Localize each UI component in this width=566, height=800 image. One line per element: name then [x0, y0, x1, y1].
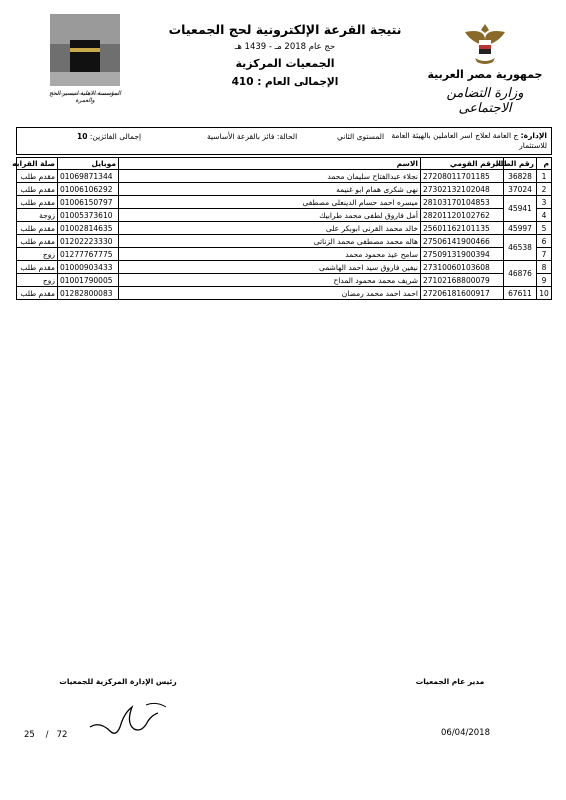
cell-request: 46876 [504, 261, 537, 287]
table-row [17, 222, 552, 235]
cell-request: 37024 [504, 183, 537, 196]
cell-national-id: 27509131900394 [421, 248, 504, 261]
cell-name: احمد احمد محمد رمضان [119, 287, 421, 300]
admin-value: ج العامة لعلاج اسر العاملين بالهيئة العامة للاستثمار [391, 131, 547, 150]
handwritten-signature [86, 697, 186, 737]
table-row [17, 209, 552, 222]
col-index: م [537, 158, 552, 170]
cell-request: 45997 [504, 222, 537, 235]
col-mobile: موبايل [58, 158, 119, 170]
cell-relation: مقدم طلب [17, 170, 58, 183]
cell-mobile: 01000903433 [58, 261, 119, 274]
table-header-row [17, 158, 552, 170]
table-row [17, 261, 552, 274]
page-title: نتيجة القرعة الإلكترونية لحج الجمعيات [168, 22, 402, 37]
table-body [17, 170, 552, 300]
cell-relation: مقدم طلب [17, 183, 58, 196]
cell-name: نيفين فاروق سيد احمد الهاشمى [119, 261, 421, 274]
cell-index: 6 [537, 235, 552, 248]
col-name: الاسم [119, 158, 421, 170]
cell-national-id: 27506141900466 [421, 235, 504, 248]
cell-index: 9 [537, 274, 552, 287]
cell-request: 46538 [504, 235, 537, 261]
report-date: 06/04/2018 [441, 728, 490, 738]
page-current: 25 [24, 730, 35, 740]
page-subtitle: الجمعيات المركزية [235, 57, 335, 70]
page-separator: / [45, 730, 49, 740]
cell-relation: زوج [17, 248, 58, 261]
cell-name: أمل فاروق لطفى محمد طرابيك [119, 209, 421, 222]
cell-mobile: 01282800083 [58, 287, 119, 300]
col-relation: صلة القرابه [17, 158, 58, 170]
admin-label: الإدارة: [520, 131, 547, 140]
central-admin-head-title: رئيس الإدارة المركزية للجمعيات [59, 677, 177, 686]
cell-name: شريف محمد محمود المداح [119, 274, 421, 287]
ministry-name: وزارة التضامن الاجتماعى [446, 86, 524, 116]
cell-name: هاله محمد مصطفى محمد الزناتى [119, 235, 421, 248]
cell-index: 3 [537, 196, 552, 209]
table-row [17, 170, 552, 183]
cell-mobile: 01069871344 [58, 170, 119, 183]
cell-national-id: 27102168800079 [421, 274, 504, 287]
cell-relation: مقدم طلب [17, 222, 58, 235]
winners-value: 10 [77, 132, 88, 141]
admin-field [387, 131, 547, 151]
cell-request: 36828 [504, 170, 537, 183]
cell-index: 8 [537, 261, 552, 274]
table-row [17, 183, 552, 196]
total-label: الإجمالى العام : [257, 76, 339, 88]
winners-field [77, 132, 141, 141]
cell-index: 7 [537, 248, 552, 261]
cell-mobile: 01006106292 [58, 183, 119, 196]
cell-request: 67611 [504, 287, 537, 300]
winners-table [12, 157, 552, 300]
cell-mobile: 01202223330 [58, 235, 119, 248]
cell-name: نهى شكرى همام ابو غنيمه [119, 183, 421, 196]
cell-relation: مقدم طلب [17, 235, 58, 248]
cell-relation: مقدم طلب [17, 287, 58, 300]
cell-index: 1 [537, 170, 552, 183]
cell-index: 10 [537, 287, 552, 300]
cell-mobile: 01002814635 [58, 222, 119, 235]
total-value: 410 [231, 76, 254, 88]
table-row [17, 235, 552, 248]
cell-relation: زوج [17, 274, 58, 287]
cell-name: ميسره احمد حسام الدينعلى مصطفى [119, 196, 421, 209]
cell-relation: مقدم طلب [17, 196, 58, 209]
egypt-eagle-emblem [455, 20, 515, 68]
cell-name: خالد محمد القرنى ابوبكر على [119, 222, 421, 235]
col-request: رقم الطلب [504, 158, 537, 170]
cell-index: 4 [537, 209, 552, 222]
cell-national-id: 28103170104853 [421, 196, 504, 209]
cell-name: نجلاء عبدالفتاح سليمان محمد [119, 170, 421, 183]
cell-national-id: 25601162101135 [421, 222, 504, 235]
info-bar [16, 127, 552, 155]
cell-national-id: 27206181600917 [421, 287, 504, 300]
cell-mobile: 01001790005 [58, 274, 119, 287]
cell-mobile: 01277767775 [58, 248, 119, 261]
page-number [24, 730, 67, 740]
col-national-id: الرقم القومي [421, 158, 504, 170]
table-row [17, 196, 552, 209]
general-manager-title: مدير عام الجمعيات [415, 677, 485, 686]
cell-index: 2 [537, 183, 552, 196]
country-name: جمهورية مصر العربية [427, 68, 543, 81]
cell-national-id: 27310060103608 [421, 261, 504, 274]
season-line: حج عام 2018 مـ - 1439 هـ [234, 42, 336, 52]
cell-request: 45941 [504, 196, 537, 222]
cell-mobile: 01006150797 [58, 196, 119, 209]
cell-relation: زوجة [17, 209, 58, 222]
status-label: الحالة: [276, 132, 298, 141]
cell-mobile: 01005373610 [58, 209, 119, 222]
winners-label: إجمالى الفائزين: [89, 132, 142, 141]
table-row [17, 287, 552, 300]
cell-name: سامح عيد محمود محمد [119, 248, 421, 261]
page-total: 72 [56, 730, 68, 740]
cell-national-id: 27208011701185 [421, 170, 504, 183]
status-value: فائز بالقرعة الأساسية [207, 132, 275, 141]
table-row [17, 274, 552, 287]
table-row [17, 248, 552, 261]
cell-national-id: 27302132102048 [421, 183, 504, 196]
status-field [207, 132, 297, 141]
level-label: المستوى الثاني [337, 132, 385, 141]
cell-index: 5 [537, 222, 552, 235]
logo-caption: المؤسسة الاهلية لتيسير الحج والعمرة [49, 90, 121, 104]
total-line [150, 76, 420, 88]
cell-relation: مقدم طلب [17, 261, 58, 274]
cell-national-id: 28201120102762 [421, 209, 504, 222]
